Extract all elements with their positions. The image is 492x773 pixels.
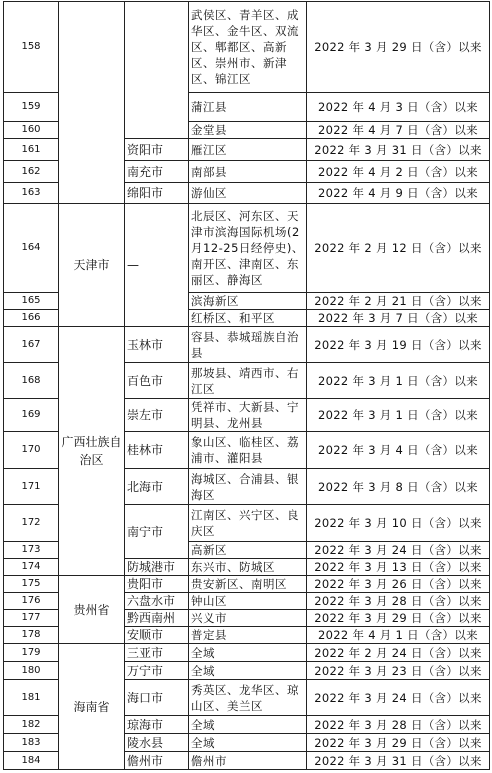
city-cell: 崇左市	[125, 399, 189, 432]
district-cell: 象山区、临桂区、荔浦市、灌阳县	[189, 432, 307, 469]
district-cell: 兴义市	[189, 610, 307, 627]
table-row	[4, 644, 490, 662]
row-number: 171	[4, 469, 59, 505]
city-cell: 儋州市	[125, 752, 189, 770]
row-number: 164	[4, 204, 59, 293]
district-cell: 蒲江县	[189, 93, 307, 122]
city-cell: 三亚市	[125, 644, 189, 662]
row-number: 181	[4, 680, 59, 716]
district-cell: 雁江区	[189, 139, 307, 161]
district-cell: 东兴市、防城区	[189, 559, 307, 576]
date-cell: 2022 年 4 月 1 日（含）以来	[307, 627, 490, 644]
row-number: 172	[4, 505, 59, 542]
district-cell: 江南区、兴宁区、良庆区	[189, 505, 307, 542]
row-number: 170	[4, 432, 59, 469]
row-number: 175	[4, 576, 59, 593]
date-cell: 2022 年 3 月 26 日（含）以来	[307, 576, 490, 593]
row-number: 162	[4, 161, 59, 183]
district-cell: 凭祥市、大新县、宁明县、龙州县	[189, 399, 307, 432]
table-row	[4, 2, 490, 93]
row-number: 177	[4, 610, 59, 627]
district-cell: 那坡县、靖西市、右江区	[189, 363, 307, 399]
district-cell: 全域	[189, 734, 307, 752]
district-cell: 全域	[189, 644, 307, 662]
date-cell: 2022 年 4 月 2 日（含）以来	[307, 161, 490, 183]
city-cell: 桂林市	[125, 432, 189, 469]
date-cell: 2022 年 3 月 4 日（含）以来	[307, 432, 490, 469]
table-row	[4, 327, 490, 363]
row-number: 159	[4, 93, 59, 122]
province-cell: 广西壮族自治区	[59, 327, 125, 576]
date-cell: 2022 年 2 月 21 日（含）以来	[307, 293, 490, 310]
row-number: 166	[4, 310, 59, 327]
date-cell: 2022 年 3 月 24 日（含）以来	[307, 542, 490, 559]
date-cell: 2022 年 3 月 31 日（含）以来	[307, 752, 490, 770]
row-number: 179	[4, 644, 59, 662]
district-cell: 儋州市	[189, 752, 307, 770]
district-cell: 普定县	[189, 627, 307, 644]
date-cell: 2022 年 3 月 28 日（含）以来	[307, 716, 490, 734]
province-cell: 贵州省	[59, 576, 125, 644]
row-number: 161	[4, 139, 59, 161]
row-number: 178	[4, 627, 59, 644]
city-cell: 玉林市	[125, 327, 189, 363]
district-cell: 滨海新区	[189, 293, 307, 310]
date-cell: 2022 年 3 月 29 日（含）以来	[307, 610, 490, 627]
district-cell: 容县、恭城瑶族自治县	[189, 327, 307, 363]
city-cell: 南宁市	[125, 505, 189, 559]
row-number: 184	[4, 752, 59, 770]
row-number: 168	[4, 363, 59, 399]
district-cell: 钟山区	[189, 593, 307, 610]
city-cell: 绵阳市	[125, 183, 189, 204]
city-cell: 黔西南州	[125, 610, 189, 627]
date-cell: 2022 年 3 月 29 日（含）以来	[307, 734, 490, 752]
row-number: 183	[4, 734, 59, 752]
province-cell: 天津市	[59, 204, 125, 327]
date-cell: 2022 年 3 月 1 日（含）以来	[307, 399, 490, 432]
row-number: 169	[4, 399, 59, 432]
row-number: 180	[4, 662, 59, 680]
city-cell: 万宁市	[125, 662, 189, 680]
district-cell: 武侯区、青羊区、成华区、金牛区、双流区、郫都区、高新区、崇州市、新津区、锦江区	[189, 2, 307, 93]
row-number: 182	[4, 716, 59, 734]
city-cell: 琼海市	[125, 716, 189, 734]
date-cell: 2022 年 3 月 8 日（含）以来	[307, 469, 490, 505]
date-cell: 2022 年 3 月 28 日（含）以来	[307, 593, 490, 610]
district-cell: 红桥区、和平区	[189, 310, 307, 327]
district-cell: 游仙区	[189, 183, 307, 204]
district-cell: 秀英区、龙华区、琼山区、美兰区	[189, 680, 307, 716]
table-row	[4, 576, 490, 593]
row-number: 167	[4, 327, 59, 363]
date-cell: 2022 年 3 月 19 日（含）以来	[307, 327, 490, 363]
district-cell: 全域	[189, 716, 307, 734]
city-cell: 海口市	[125, 680, 189, 716]
row-number: 165	[4, 293, 59, 310]
city-cell: 陵水县	[125, 734, 189, 752]
district-cell: 全域	[189, 662, 307, 680]
city-cell: 资阳市	[125, 139, 189, 161]
district-cell: 高新区	[189, 542, 307, 559]
province-cell: 海南省	[59, 644, 125, 770]
row-number: 174	[4, 559, 59, 576]
city-cell: 南充市	[125, 161, 189, 183]
city-cell: 北海市	[125, 469, 189, 505]
date-cell: 2022 年 2 月 24 日（含）以来	[307, 644, 490, 662]
city-cell: 六盘水市	[125, 593, 189, 610]
row-number: 158	[4, 2, 59, 93]
date-cell: 2022 年 3 月 1 日（含）以来	[307, 363, 490, 399]
date-cell: 2022 年 4 月 9 日（含）以来	[307, 183, 490, 204]
row-number: 173	[4, 542, 59, 559]
date-cell: 2022 年 3 月 7 日（含）以来	[307, 310, 490, 327]
date-cell: 2022 年 3 月 24 日（含）以来	[307, 680, 490, 716]
district-cell: 北辰区、河东区、天津市滨海国际机场(2月12-25日经停史)、南开区、津南区、东丽区、静海区	[189, 204, 307, 293]
city-cell: 安顺市	[125, 627, 189, 644]
date-cell: 2022 年 4 月 7 日（含）以来	[307, 122, 490, 139]
province-cell	[59, 2, 125, 204]
city-cell: —	[125, 204, 189, 327]
city-cell: 百色市	[125, 363, 189, 399]
date-cell: 2022 年 3 月 29 日（含）以来	[307, 2, 490, 93]
date-cell: 2022 年 2 月 12 日（含）以来	[307, 204, 490, 293]
table-row	[4, 204, 490, 293]
city-cell: 贵阳市	[125, 576, 189, 593]
row-number: 176	[4, 593, 59, 610]
district-cell: 金堂县	[189, 122, 307, 139]
date-cell: 2022 年 3 月 10 日（含）以来	[307, 505, 490, 542]
date-cell: 2022 年 3 月 23 日（含）以来	[307, 662, 490, 680]
district-cell: 海城区、合浦县、银海区	[189, 469, 307, 505]
district-cell: 南部县	[189, 161, 307, 183]
date-cell: 2022 年 3 月 13 日（含）以来	[307, 559, 490, 576]
city-cell	[125, 2, 189, 139]
risk-area-table	[3, 1, 490, 770]
date-cell: 2022 年 3 月 31 日（含）以来	[307, 139, 490, 161]
row-number: 163	[4, 183, 59, 204]
date-cell: 2022 年 4 月 3 日（含）以来	[307, 93, 490, 122]
district-cell: 贵安新区、南明区	[189, 576, 307, 593]
row-number: 160	[4, 122, 59, 139]
city-cell: 防城港市	[125, 559, 189, 576]
